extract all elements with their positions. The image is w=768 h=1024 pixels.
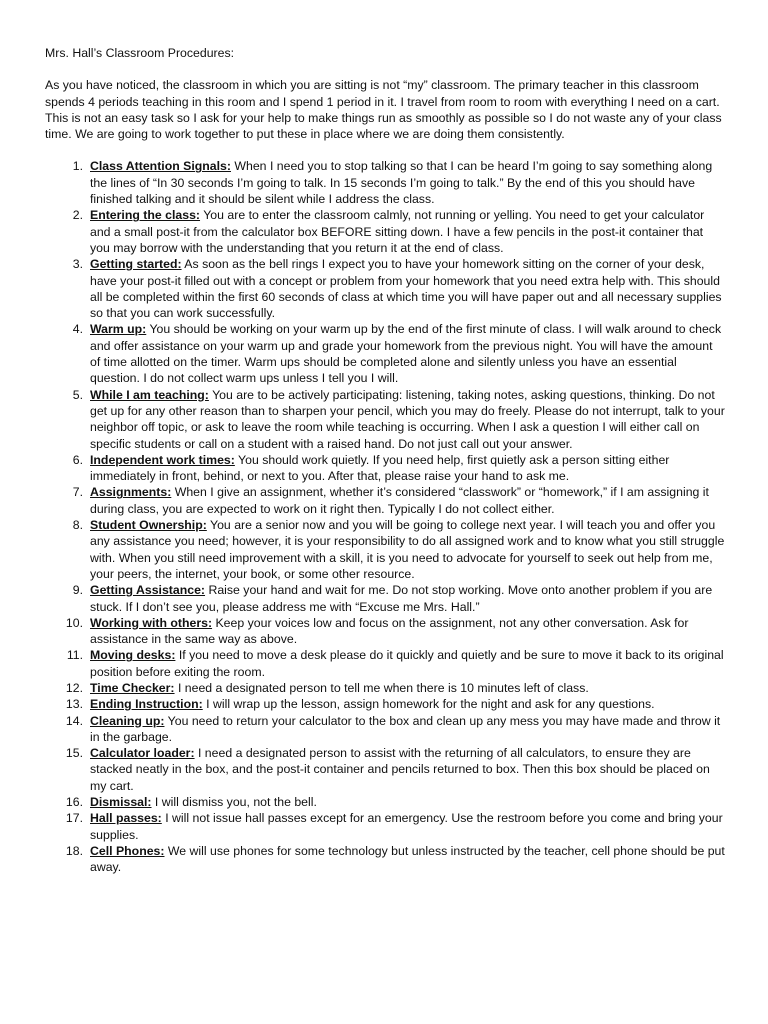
procedure-number: 14. — [65, 713, 83, 728]
procedure-heading: Assignments: — [90, 485, 172, 500]
procedure-heading: Independent work times: — [90, 452, 235, 467]
procedure-text: I will wrap up the lesson, assign homework for the night and ask for any questions. — [202, 697, 655, 712]
procedure-number: 16. — [65, 795, 83, 810]
procedure-text: Keep your voices low and focus on the assignment, not any other conversation. Ask for assistance in the same way as above. — [90, 615, 689, 647]
procedure-number: 7. — [72, 485, 83, 500]
procedure-text: You are to be actively participating: listening, taking notes, asking questions, thinking. Do not get up for any other reason than to sharpen your pencil, which you may do freely. Please do not interrupt, talk to your neighbor off topic, or ask to leave the room while teaching is occurring. When I ask a question I will either call on specific students or call on a student with a raised hand. Do not just call out your answer. — [90, 387, 725, 451]
procedure-text: We will use phones for some technology but unless instructed by the teacher, cell phone should be put away. — [90, 843, 725, 875]
procedure-heading: Time Checker: — [90, 680, 175, 695]
procedure-heading: Class Attention Signals: — [90, 159, 231, 174]
procedure-item — [45, 517, 725, 582]
procedure-text: Raise your hand and wait for me. Do not stop working. Move onto another problem if you are stuck. If I don’t see you, please address me with “Excuse me Mrs. Hall.” — [90, 583, 713, 614]
procedure-text: You should be working on your warm up by the end of the first minute of class. I will walk around to check and offer assistance on your warm up and grade your homework from the previous night. You will have the amount of time allotted on the timer. Warm ups should be completed alone and silently unless you have an essential question. I do not collect warm ups unless I tell you I will. — [90, 322, 722, 386]
procedure-number: 6. — [72, 452, 83, 467]
procedure-item — [45, 615, 725, 648]
procedure-number: 3. — [72, 257, 83, 272]
procedure-heading: Cleaning up: — [90, 713, 165, 728]
procedure-text: You are to enter the classroom calmly, not running or yelling. You need to get your calculator and a small post-it from the calculator box BEFORE sitting down. I have a few pencils in the post-it container that you may borrow with the understanding that you return it at the end of class. — [90, 208, 705, 255]
procedure-item — [45, 387, 725, 452]
procedure-heading: Ending Instruction: — [90, 697, 203, 712]
procedure-heading: Getting Assistance: — [90, 583, 206, 598]
procedure-number: 18. — [65, 843, 83, 858]
procedure-item — [45, 158, 725, 207]
procedure-item — [45, 794, 725, 810]
procedure-heading: Warm up: — [90, 322, 147, 337]
procedure-item — [45, 843, 725, 876]
procedure-number: 8. — [72, 518, 83, 533]
procedure-heading: Cell Phones: — [90, 843, 165, 858]
procedure-item — [45, 452, 725, 485]
procedure-text: I will dismiss you, not the bell. — [151, 795, 317, 810]
procedure-number: 2. — [72, 208, 83, 223]
procedure-heading: Hall passes: — [90, 811, 162, 826]
procedure-number: 13. — [65, 697, 83, 712]
procedure-text: You need to return your calculator to the box and clean up any mess you may have made and throw it in the garbage. — [90, 713, 721, 744]
procedure-number: 17. — [65, 811, 83, 826]
procedure-text: You are a senior now and you will be going to college next year. I will teach you and offer you any assistance you need; however, it is your responsibility to do all assigned work and to know what you still struggle with. When you still need improvement with a skill, it is you need to advocate for yourself to seek out help from me, your peers, the internet, your book, or some other resource. — [90, 518, 725, 581]
procedure-text: When I need you to stop talking so that I can be heard I’m going to say something along the lines of “In 30 seconds I’m going to talk. In 15 seconds I’m going to talk.” By the end of this you should have finished talking and it should be silent while I address the class. — [90, 159, 713, 207]
procedure-item — [45, 484, 725, 517]
procedure-item — [45, 745, 725, 794]
procedure-number: 9. — [72, 583, 83, 598]
procedure-heading: Dismissal: — [90, 795, 152, 810]
procedure-item — [45, 256, 725, 321]
procedure-text: I will not issue hall passes except for an emergency. Use the restroom before you come and bring your supplies. — [90, 811, 723, 842]
procedure-text: When I give an assignment, whether it’s considered “classwork” or “homework,” if I am assigning it during class, you are expected to work on it right then. Typically I do not collect either. — [90, 485, 709, 516]
intro-paragraph: As you have noticed, the classroom in which you are sitting is not “my” classroom. The primary teacher in this classroom spends 4 periods teaching in this room and I spend 1 period in it. I travel from room to room with everything I need on a cart. This is not an easy task so I ask for your help to make things run as smoothly as possible so I do not waste any of your class time. We are going to work together to put these in place where we are doing them consistently. — [45, 78, 722, 142]
document-page — [45, 45, 725, 876]
procedure-item — [45, 680, 725, 696]
procedure-heading: Calculator loader: — [90, 746, 195, 761]
procedure-heading: Moving desks: — [90, 648, 176, 663]
procedure-heading: Entering the class: — [90, 208, 201, 223]
procedure-text: As soon as the bell rings I expect you to have your homework sitting on the corner of your desk, have your post-it filled out with a concept or problem from your homework that you need extra help with. This should all be completed within the first 60 seconds of class at which time you will have paper out and all necessary supplies so that you can work successfully. — [90, 257, 722, 321]
procedures-list — [45, 158, 725, 875]
procedure-heading: While I am teaching: — [90, 387, 209, 402]
procedure-heading: Working with others: — [90, 615, 213, 630]
procedure-heading: Student Ownership: — [90, 518, 207, 533]
procedure-item — [45, 713, 725, 746]
procedure-number: 10. — [65, 615, 83, 630]
procedure-number: 4. — [72, 322, 83, 337]
procedure-number: 5. — [72, 387, 83, 402]
procedure-item — [45, 582, 725, 615]
procedure-text: If you need to move a desk please do it quickly and quietly and be sure to move it back to its original position before exiting the room. — [90, 648, 724, 679]
procedure-item — [45, 321, 725, 386]
procedure-number: 1. — [72, 159, 83, 174]
procedure-number: 11. — [66, 648, 83, 663]
procedure-item — [45, 207, 725, 256]
procedure-number: 15. — [65, 746, 83, 761]
procedure-heading: Getting started: — [90, 257, 182, 272]
procedure-text: I need a designated person to assist with the returning of all calculators, to ensure they are stacked neatly in the box, and the post-it container and pencils returned to box. Then this box should be placed on my cart. — [90, 746, 710, 793]
procedure-number: 12. — [65, 680, 83, 695]
procedure-item — [45, 810, 725, 843]
procedure-text: I need a designated person to tell me when there is 10 minutes left of class. — [174, 680, 589, 695]
procedure-item — [45, 647, 725, 680]
procedure-text: You should work quietly. If you need help, first quietly ask a person sitting either immediately in front, behind, or next to you. After that, please raise your hand to ask me. — [90, 452, 670, 484]
document-title: Mrs. Hall’s Classroom Procedures: — [45, 46, 235, 60]
procedure-item — [45, 696, 725, 712]
